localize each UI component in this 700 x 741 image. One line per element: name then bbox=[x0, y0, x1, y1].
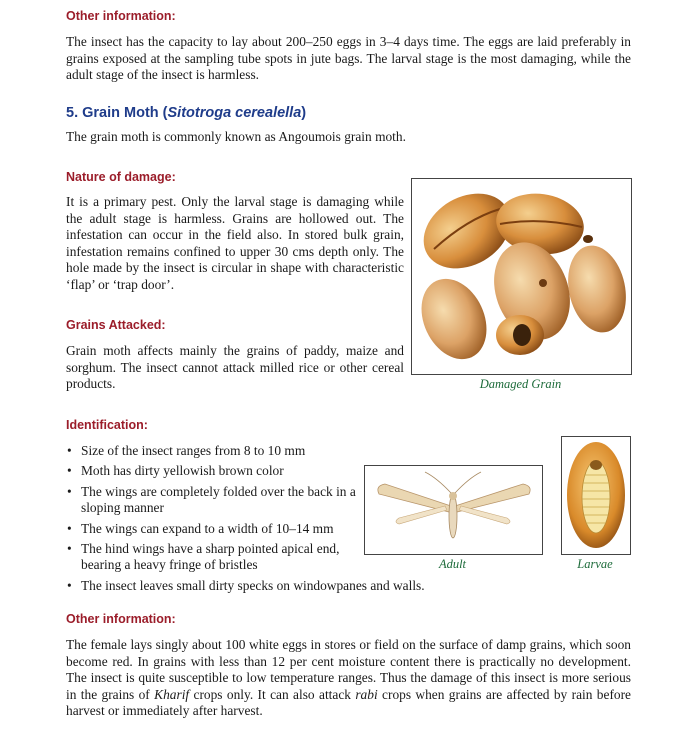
identification-item: • Size of the insect ranges from 8 to 10 mm bbox=[66, 443, 351, 459]
grain-moth-heading-suffix: ) bbox=[301, 105, 307, 121]
adult-moth-illustration bbox=[365, 466, 542, 554]
other-info-text-part: crops only. It can also attack bbox=[189, 686, 356, 702]
nature-of-damage-heading: Nature of damage: bbox=[66, 170, 176, 184]
identification-heading: Identification: bbox=[66, 418, 148, 432]
other-info-text-part: crops when grains are affected by rain before harvest or immediately after harvest. bbox=[66, 686, 632, 719]
kharif-term: Kharif bbox=[154, 686, 190, 702]
damaged-grain-illustration bbox=[412, 179, 631, 374]
other-info-text-part: The female lays singly about 100 white eggs in stores or field on the surface of damp grains, which soon become red. In grains with less than 12 per cent moisture content there is practically no development. The insect is quite susceptible to low temperature ranges. Thus the damage of this insect is more serious in the grains of bbox=[66, 637, 631, 702]
larvae-caption: Larvae bbox=[577, 557, 613, 571]
grains-attacked-heading: Grains Attacked: bbox=[66, 318, 166, 332]
grain-moth-heading bbox=[66, 105, 306, 121]
grain-moth-heading-prefix: 5. Grain Moth ( bbox=[66, 105, 168, 121]
damaged-grain-figure bbox=[411, 178, 632, 375]
identification-item: • The insect leaves small dirty specks on windowpanes and walls. bbox=[66, 578, 481, 594]
nature-of-damage-text: It is a primary pest. Only the larval stage is damaging while the adult stage is harmless. Grains are hollowed out. The infestation can occur in the field also. In stored bulk grain, infestation remains confined to upper 30 cms depth only. The hole made by the insect is circular in shape with characteristic ‘flap’ or ‘trap door’. bbox=[66, 194, 404, 292]
adult-caption: Adult bbox=[438, 557, 467, 571]
damaged-grain-caption: Damaged Grain bbox=[479, 377, 562, 391]
grains-attacked-text: Grain moth affects mainly the grains of paddy, maize and sorghum. The insect cannot attack milled rice or other cereal products. bbox=[66, 343, 404, 392]
larva-in-grain-illustration bbox=[562, 437, 630, 554]
other-information-heading-2: Other information: bbox=[66, 612, 176, 626]
rabi-term: rabi bbox=[355, 686, 378, 702]
other-information-text: The insect has the capacity to lay about 200–250 eggs in 3–4 days time. The eggs are laid preferably in grains exposed at the sampling tube spots in jute bags. The larval stage is the most damaging, while the adult stage of the insect is harmless. bbox=[66, 34, 631, 83]
larvae-figure bbox=[561, 436, 631, 555]
grain-moth-scientific-name: Sitotroga cerealella bbox=[167, 105, 302, 121]
adult-moth-figure bbox=[364, 465, 543, 555]
identification-item: • The hind wings have a sharp pointed apical end, bearing a heavy fringe of bristles bbox=[66, 541, 371, 574]
identification-item: • The wings are completely folded over the back in a sloping manner bbox=[66, 484, 366, 517]
identification-item: • Moth has dirty yellowish brown color bbox=[66, 463, 351, 479]
grain-moth-intro: The grain moth is commonly known as Angoumois grain moth. bbox=[66, 129, 406, 144]
other-information-text-2 bbox=[66, 637, 631, 720]
other-information-heading: Other information: bbox=[66, 9, 176, 23]
identification-item: • The wings can expand to a width of 10–14 mm bbox=[66, 521, 366, 537]
